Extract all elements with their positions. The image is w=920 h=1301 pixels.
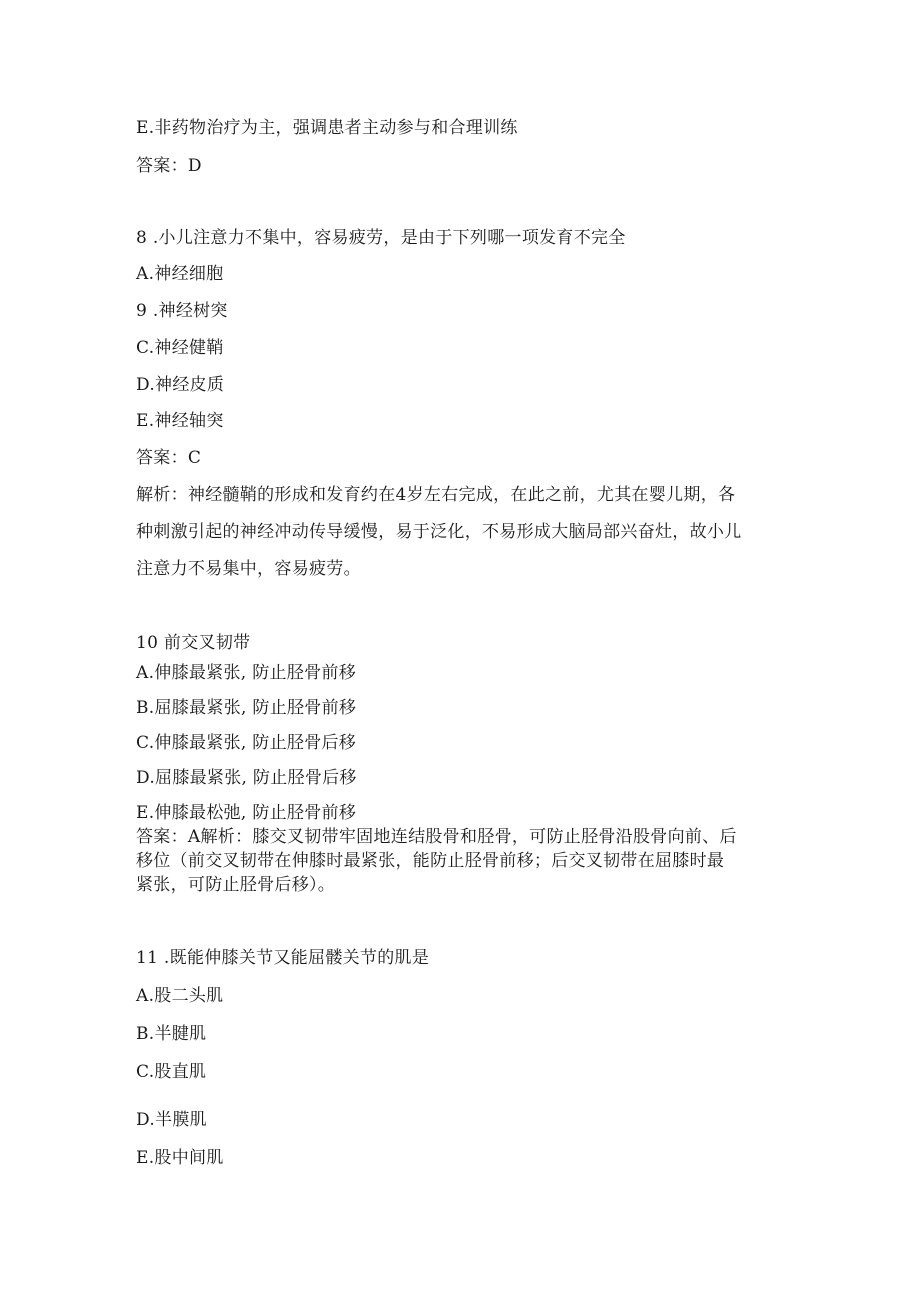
q8-answer: 答案：C (136, 448, 202, 468)
q10-answer-line-2: 移位（前交叉韧带在伸膝时最紧张，能防止胫骨前移；后交叉韧带在屈膝时最 (136, 851, 725, 871)
q11-option-d: D.半膜肌 (136, 1110, 207, 1130)
q11-stem: 11 .既能伸膝关节又能屈髅关节的肌是 (136, 948, 430, 968)
q11-option-b: B.半腱肌 (136, 1024, 207, 1044)
q8-option-b: 9 .神经树突 (136, 301, 228, 321)
q7-answer: 答案：D (136, 156, 202, 176)
q8-option-c: C.神经健鞘 (136, 338, 224, 358)
q11-option-e: E.股中间肌 (136, 1148, 224, 1168)
q8-stem: 8 .小儿注意力不集中，容易疲劳，是由于下列哪一项发育不完全 (136, 228, 626, 248)
q7-option-e: E.非药物治疗为主，强调患者主动参与和合理训练 (136, 118, 518, 138)
q8-analysis-line-1: 解析：神经髓鞘的形成和发育约在4岁左右完成，在此之前，尤其在婴儿期，各 (136, 485, 736, 505)
q8-option-d: D.神经皮质 (136, 375, 225, 395)
q10-option-e: E.伸膝最松弛, 防止胫骨前移 (136, 803, 357, 823)
q10-stem: 10 前交叉韧带 (136, 633, 251, 653)
q8-analysis-line-2: 种刺激引起的神经冲动传导缓慢，易于泛化，不易形成大脑局部兴奋灶，故小儿 (136, 522, 742, 542)
q10-option-a: A.伸膝最紧张, 防止胫骨前移 (136, 663, 356, 683)
q10-answer-line-3: 紧张，可防止胫骨后移）。 (136, 875, 336, 895)
q8-option-e: E.神经轴突 (136, 411, 224, 431)
q10-option-b: B.屈膝最紧张, 防止胫骨前移 (136, 698, 357, 718)
q8-option-a: A.神经细胞 (136, 264, 224, 284)
q10-answer-line-1: 答案：A解析：膝交叉韧带牢固地连结股骨和胫骨，可防止胫骨沿股骨向前、后 (136, 827, 737, 847)
q10-option-c: C.伸膝最紧张, 防止胫骨后移 (136, 733, 357, 753)
q11-option-a: A.股二头肌 (136, 986, 224, 1006)
q10-option-d: D.屈膝最紧张, 防止胫骨后移 (136, 768, 357, 788)
q11-option-c: C.股直肌 (136, 1062, 207, 1082)
q8-analysis-line-3: 注意力不易集中，容易疲劳。 (136, 559, 361, 579)
